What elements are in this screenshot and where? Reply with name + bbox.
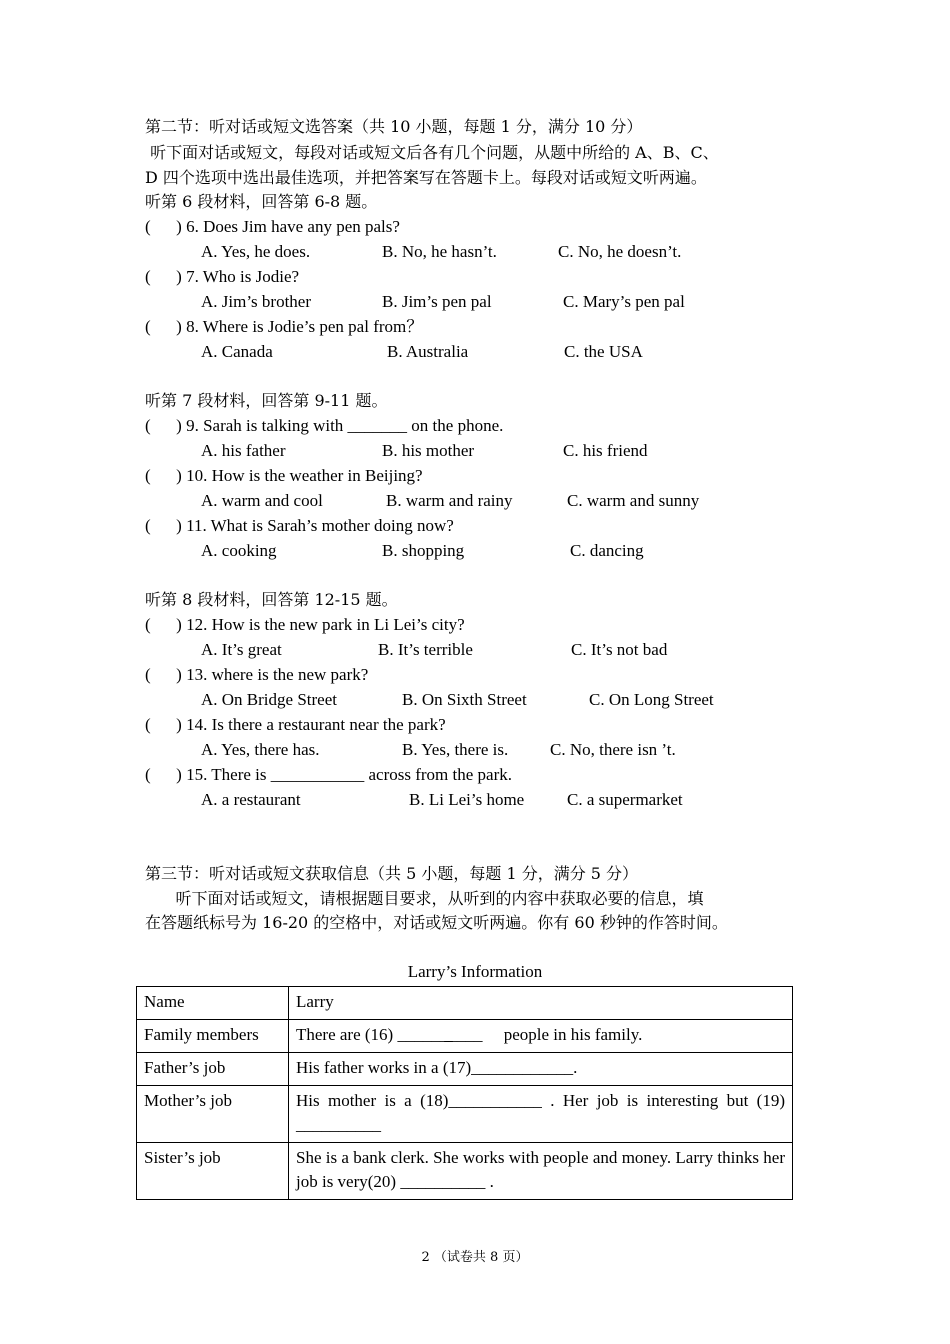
question-13: ( ) 13. where is the new park?	[145, 665, 369, 684]
row-value: Larry	[289, 987, 793, 1020]
row-value: His father works in a (17)____________.	[289, 1053, 793, 1086]
section3-instruction-line1: 听下面对话或短文，请根据题目要求，从听到的内容中获取必要的信息，填	[145, 889, 704, 908]
option-a: A. It’s great	[201, 640, 282, 659]
row-key: Family members	[137, 1020, 289, 1053]
group-heading: 听第 7 段材料，回答第 9-11 题。	[145, 391, 388, 410]
question-11: ( ) 11. What is Sarah’s mother doing now?	[145, 516, 454, 535]
section2-instruction-line2: D 四个选项中选出最佳选项，并把答案写在答题卡上。每段对话或短文听两遍。	[145, 168, 707, 187]
question-8: ( ) 8. Where is Jodie’s pen pal from？	[145, 317, 424, 336]
option-a: A. his father	[201, 441, 286, 460]
row-value: There are (16) ______̲̲____ people in his family.	[289, 1020, 793, 1053]
row-key: Name	[137, 987, 289, 1020]
option-c: C. dancing	[570, 541, 644, 560]
option-a: A. On Bridge Street	[201, 690, 337, 709]
row-key: Sister’s job	[137, 1143, 289, 1200]
option-a: A. Jim’s brother	[201, 292, 312, 311]
option-c: C. his friend	[563, 441, 648, 460]
question-6: ( ) 6. Does Jim have any pen pals?	[145, 217, 400, 236]
option-b: B. On Sixth Street	[402, 690, 527, 709]
section2-instruction-line1: 听下面对话或短文，每段对话或短文后各有几个问题，从题中所给的 A、B、C、	[145, 143, 719, 162]
question-14: ( ) 14. Is there a restaurant near the park?	[145, 715, 446, 734]
question-12: ( ) 12. How is the new park in Li Lei’s city?	[145, 615, 465, 634]
table-row	[137, 987, 793, 1020]
group-heading: 听第 8 段材料，回答第 12-15 题。	[145, 590, 398, 609]
option-a: A. Canada	[201, 342, 273, 361]
page-footer: 2 （试卷共 8 页）	[421, 1250, 529, 1265]
option-b: B. Jim’s pen pal	[382, 292, 492, 311]
option-c: C. the USA	[564, 342, 643, 361]
table-row	[137, 1086, 793, 1143]
option-b: B. Australia	[387, 342, 469, 361]
option-a: A. warm and cool	[201, 491, 323, 510]
option-c: C. On Long Street	[589, 690, 714, 709]
table-row	[137, 1143, 793, 1200]
option-c: C. No, he doesn’t.	[558, 242, 682, 261]
row-value: She is a bank clerk. She works with people and money. Larry thinks her job is very(20) __________ .	[289, 1143, 793, 1200]
option-c: C. a supermarket	[567, 790, 683, 809]
option-a: A. a restaurant	[201, 790, 301, 809]
section3-instruction-line2: 在答题纸标号为 16-20 的空格中，对话或短文听两遍。你有 60 秒钟的作答时间。	[145, 913, 728, 932]
option-a: A. Yes, there has.	[201, 740, 320, 759]
option-c: C. Mary’s pen pal	[563, 292, 685, 311]
row-value: His mother is a (18)___________ . Her job is interesting but (19) __________	[289, 1086, 793, 1143]
question-7: ( ) 7. Who is Jodie?	[145, 267, 300, 286]
option-b: B. shopping	[382, 541, 465, 560]
option-b: B. It’s terrible	[378, 640, 473, 659]
row-key: Father’s job	[137, 1053, 289, 1086]
section3-heading: 第三节：听对话或短文获取信息（共 5 小题，每题 1 分，满分 5 分）	[145, 864, 639, 883]
section2-heading: 第二节：听对话或短文选答案（共 10 小题，每题 1 分，满分 10 分）	[145, 117, 643, 136]
option-b: B. No, he hasn’t.	[382, 242, 497, 261]
option-b: B. Li Lei’s home	[409, 790, 525, 809]
row-key: Mother’s job	[137, 1086, 289, 1143]
option-c: C. No, there isn ’t.	[550, 740, 676, 759]
option-a: A. cooking	[201, 541, 277, 560]
option-b: B. Yes, there is.	[402, 740, 509, 759]
table-row	[137, 1020, 793, 1053]
information-table	[136, 986, 793, 1200]
option-b: B. his mother	[382, 441, 475, 460]
question-9: ( ) 9. Sarah is talking with _______ on the phone.	[145, 416, 504, 435]
question-10: ( ) 10. How is the weather in Beijing?	[145, 466, 423, 485]
table-row	[137, 1053, 793, 1086]
option-a: A. Yes, he does.	[201, 242, 311, 261]
group-heading: 听第 6 段材料，回答第 6-8 题。	[145, 192, 378, 211]
option-c: C. warm and sunny	[567, 491, 700, 510]
option-c: C. It’s not bad	[571, 640, 668, 659]
table-caption: Larry’s Information	[407, 962, 543, 981]
question-15: ( ) 15. There is ___________ across from the park.	[145, 765, 512, 784]
option-b: B. warm and rainy	[386, 491, 513, 510]
